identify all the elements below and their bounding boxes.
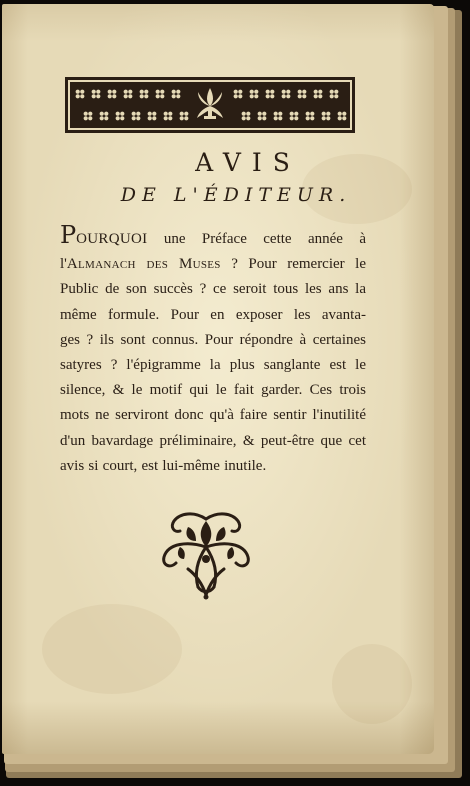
book-page	[2, 4, 434, 754]
text-line: même formule. Pour en exposer les avanta-	[60, 306, 366, 323]
flower-petal	[84, 112, 88, 116]
flower-petal	[286, 90, 290, 94]
text-line: silence, & le motif qui le fait garder. Ces trois	[60, 382, 366, 399]
flower-petal	[156, 90, 160, 94]
flower-petal	[108, 90, 112, 94]
flower-petal	[168, 112, 172, 116]
flower-petal	[160, 94, 164, 98]
body-paragraph	[60, 221, 366, 479]
drop-cap: P	[60, 221, 77, 249]
text-line	[60, 221, 366, 252]
flower-petal	[132, 116, 136, 120]
flower-petal	[274, 112, 278, 116]
text-line: d'un bavardage préliminaire, & peut-être que cet	[60, 432, 366, 449]
flower-petal	[330, 94, 334, 98]
flower-petal	[278, 116, 282, 120]
flower-petal	[136, 116, 140, 120]
flower-petal	[164, 112, 168, 116]
flower-petal	[334, 94, 338, 98]
flower-petal	[270, 94, 274, 98]
flower-petal	[310, 116, 314, 120]
flower-petal	[136, 112, 140, 116]
almanac-title: Almanach des Muses	[66, 256, 221, 273]
flower-petal	[168, 116, 172, 120]
flower-petal	[92, 90, 96, 94]
flower-petal	[96, 94, 100, 98]
flower-petal	[128, 94, 132, 98]
flower-petal	[96, 90, 100, 94]
flower-petal	[120, 116, 124, 120]
text-line	[60, 252, 366, 277]
flower-petal	[156, 94, 160, 98]
flower-petal	[128, 90, 132, 94]
flower-petal	[302, 90, 306, 94]
flower-petal	[84, 116, 88, 120]
flower-petal	[148, 112, 152, 116]
flower-petal	[184, 112, 188, 116]
flower-petal	[286, 94, 290, 98]
paper-stain	[332, 644, 412, 724]
flower-petal	[254, 90, 258, 94]
paper-stain	[42, 604, 182, 694]
flower-petal	[258, 116, 262, 120]
flower-petal	[80, 94, 84, 98]
flower-petal	[290, 116, 294, 120]
flower-petal	[250, 94, 254, 98]
flower-petal	[258, 112, 262, 116]
flower-petal	[144, 90, 148, 94]
flower-petal	[164, 116, 168, 120]
flower-petal	[306, 116, 310, 120]
flower-petal	[234, 94, 238, 98]
flower-petal	[338, 112, 342, 116]
flower-petal	[152, 112, 156, 116]
flower-petal	[88, 112, 92, 116]
flower-petal	[310, 112, 314, 116]
flower-petal	[124, 94, 128, 98]
flower-petal	[242, 112, 246, 116]
flower-petal	[88, 116, 92, 120]
flower-petal	[104, 116, 108, 120]
flower-petal	[172, 94, 176, 98]
flower-petal	[112, 90, 116, 94]
flower-petal	[266, 94, 270, 98]
flower-petal	[322, 116, 326, 120]
flower-petal	[116, 112, 120, 116]
flower-petal	[262, 116, 266, 120]
flower-petal	[132, 112, 136, 116]
flower-petal	[144, 94, 148, 98]
smallcaps-word: OURQUOI	[76, 231, 148, 247]
flower-petal	[282, 94, 286, 98]
flower-petal	[148, 116, 152, 120]
flower-petal	[298, 94, 302, 98]
flower-petal	[92, 94, 96, 98]
flower-petal	[242, 116, 246, 120]
flower-petal	[334, 90, 338, 94]
flower-petal	[314, 94, 318, 98]
flower-petal	[338, 116, 342, 120]
flower-petal	[282, 90, 286, 94]
flower-petal	[140, 90, 144, 94]
flower-petal	[270, 90, 274, 94]
flower-petal	[290, 112, 294, 116]
flower-petal	[262, 112, 266, 116]
text-line: avis si court, est lui-même inutile.	[60, 457, 267, 474]
flower-petal	[100, 116, 104, 120]
flower-petal	[112, 94, 116, 98]
flower-petal	[176, 90, 180, 94]
flower-petal	[314, 90, 318, 94]
flower-petal	[322, 112, 326, 116]
subheading-editeur: DE L'ÉDITEUR.	[120, 184, 352, 206]
line-text: une Préface cette année à	[147, 231, 366, 247]
flower-petal	[318, 94, 322, 98]
flower-petal	[76, 90, 80, 94]
flower-petal	[76, 94, 80, 98]
flower-petal	[172, 90, 176, 94]
flower-petal	[238, 94, 242, 98]
flower-petal	[326, 116, 330, 120]
flower-petal	[124, 90, 128, 94]
flower-petal	[100, 112, 104, 116]
text-line: ges ? ils sont connus. Pour répondre à certaines	[60, 331, 366, 348]
flower-petal	[184, 116, 188, 120]
flower-petal	[120, 112, 124, 116]
heading-avis: AVIS	[195, 148, 301, 177]
flower-petal	[274, 116, 278, 120]
flower-petal	[180, 112, 184, 116]
text-line: satyres ? l'épigramme la plus sanglante est le	[60, 357, 366, 374]
flower-petal	[180, 116, 184, 120]
flower-petal	[238, 90, 242, 94]
flower-petal	[342, 112, 346, 116]
flower-petal	[160, 90, 164, 94]
line-text: ? Pour remercier le	[220, 256, 366, 273]
flower-petal	[278, 112, 282, 116]
flower-petal	[104, 112, 108, 116]
flower-petal	[254, 94, 258, 98]
flower-petal	[330, 90, 334, 94]
flower-petal	[108, 94, 112, 98]
flower-petal	[246, 112, 250, 116]
foliate-tailpiece-ornament	[158, 507, 254, 603]
line-prefix: l'	[60, 256, 67, 273]
floral-headpiece-ornament	[64, 76, 356, 134]
flower-petal	[250, 90, 254, 94]
flower-petal	[152, 116, 156, 120]
flower-petal	[326, 112, 330, 116]
flower-petal	[80, 90, 84, 94]
flower-petal	[342, 116, 346, 120]
text-line: mots ne serviront donc qu'à faire sentir l'inutilité	[60, 407, 366, 424]
flower-petal	[318, 90, 322, 94]
flower-petal	[298, 90, 302, 94]
text-line: Public de son succès ? ce seroit tous les ans la	[60, 281, 366, 298]
flower-petal	[116, 116, 120, 120]
flower-petal	[176, 94, 180, 98]
flower-petal	[140, 94, 144, 98]
flower-petal	[266, 90, 270, 94]
flower-petal	[234, 90, 238, 94]
flower-petal	[306, 112, 310, 116]
flower-petal	[294, 116, 298, 120]
flower-petal	[302, 94, 306, 98]
flower-petal	[246, 116, 250, 120]
flower-petal	[294, 112, 298, 116]
